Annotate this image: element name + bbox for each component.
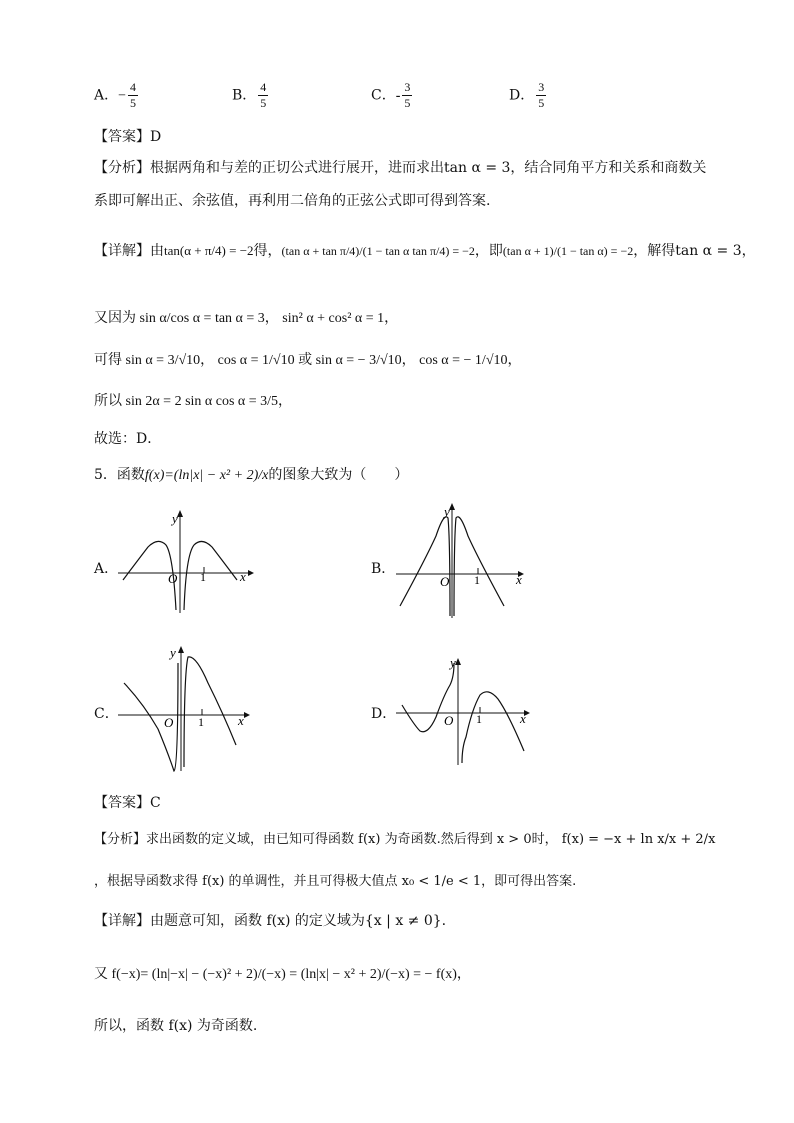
q5-analysis-line-1: 【分析】求出函数的定义域，由已知可得函数 f(x) 为奇函数.然后得到 x > 0时， f(x) = −x + ln x/x + 2/x	[94, 832, 716, 847]
q4-detail-line-5: 故选：D．	[94, 431, 162, 447]
q4-option-d[interactable]: D． $\frac{3}{5}$	[509, 80, 545, 110]
y-axis-arrow	[177, 510, 183, 517]
x-label: x	[238, 713, 244, 728]
y-label: y	[172, 511, 178, 526]
q4-detail-line-2: 又因为 sin α/cos α = tan α = 3， sin² α + cos² α = 1，	[94, 311, 399, 326]
graph-d	[396, 655, 536, 767]
y-axis-arrow	[449, 503, 455, 510]
q4-option-a[interactable]: A．− $\frac{4}{5}$	[94, 80, 137, 110]
graph-label-d[interactable]: D．	[371, 706, 397, 722]
x-label: x	[516, 572, 522, 587]
origin-label: O	[168, 571, 178, 586]
y-label: y	[450, 655, 456, 670]
curve-right	[462, 692, 524, 763]
y-axis-arrow	[178, 646, 184, 653]
answer-value: D	[150, 129, 162, 145]
q4-option-c[interactable]: C．- $\frac{3}{5}$	[371, 80, 411, 110]
origin-label: O	[164, 715, 174, 730]
q5-answer	[94, 792, 161, 812]
tick-1-label: 1	[198, 715, 204, 729]
analysis-tag: 【分析】	[94, 160, 150, 176]
graph-label-a[interactable]: A．	[94, 561, 119, 577]
origin-label: O	[444, 713, 454, 728]
curve-right	[184, 657, 236, 767]
q5-detail-line-2: 又 f(−x)= (ln|−x| − (−x)² + 2)/(−x) = (ln|x| − x² + 2)/(−x) = − f(x)，	[94, 967, 471, 982]
q5-detail-line-3: 所以，函数 f(x) 为奇函数.	[94, 1018, 258, 1034]
q4-detail-line-3: 可得 sin α = 3/√10， cos α = 1/√10 或 sin α = − 3/√10， cos α = − 1/√10，	[94, 353, 522, 368]
analysis-tag: 【分析】	[94, 832, 147, 847]
x-axis-arrow	[248, 570, 254, 576]
graph-label-c[interactable]: C．	[94, 706, 119, 722]
x-axis-arrow	[244, 712, 250, 718]
graph-c	[118, 643, 258, 775]
q4-detail-line-4: 所以 sin 2α = 2 sin α cos α = 3/5，	[94, 394, 293, 409]
curve-right	[454, 517, 504, 616]
y-label: y	[444, 504, 450, 519]
detail-tag: 【详解】	[94, 913, 150, 929]
q4-analysis-line-2: 系即可解出正、余弦值，再利用二倍角的正弦公式即可得到答案.	[94, 193, 491, 209]
answer-value: C	[150, 795, 161, 811]
origin-label: O	[440, 574, 450, 589]
tick-1-label: 1	[474, 573, 480, 587]
tick-1-label: 1	[476, 712, 482, 726]
answer-tag: 【答案】	[94, 795, 150, 811]
answer-tag: 【答案】	[94, 129, 150, 145]
q4-option-b[interactable]: B． $\frac{4}{5}$	[232, 80, 267, 110]
curve-right	[184, 541, 237, 610]
graph-label-b[interactable]: B．	[371, 561, 396, 577]
x-label: x	[520, 711, 526, 726]
q4-analysis-line-1: 【分析】根据两角和与差的正切公式进行展开，进而求出tan α = 3，结合同角平方和关系和商数关	[94, 160, 707, 176]
q4-answer	[94, 126, 161, 146]
curve-left	[400, 517, 450, 616]
graph-b	[396, 498, 531, 620]
y-axis-arrow	[455, 658, 461, 665]
q4-detail-line-1: 【详解】由tan(α + π/4) = −2得，(tan α + tan π/4)/(1 − tan α tan π/4) = −2，即(tan α + 1)/(1 − tan α) = −2，解得tan α = 3，	[94, 243, 756, 259]
detail-tag: 【详解】	[94, 243, 150, 259]
q5-analysis-line-2: ，根据导函数求得 f(x) 的单调性，并且可得极大值点 x₀ < 1/e < 1，即可得出答案.	[94, 874, 577, 889]
q5-detail-line-1: 【详解】由题意可知，函数 f(x) 的定义域为{x | x ≠ 0}.	[94, 913, 447, 929]
y-label: y	[170, 645, 176, 660]
x-label: x	[240, 569, 246, 584]
graph-a	[118, 505, 258, 615]
tick-1-label: 1	[200, 570, 206, 584]
q5-stem: 5．函数f(x)=(ln|x| − x² + 2)/x的图象大致为（ ）	[94, 467, 409, 483]
